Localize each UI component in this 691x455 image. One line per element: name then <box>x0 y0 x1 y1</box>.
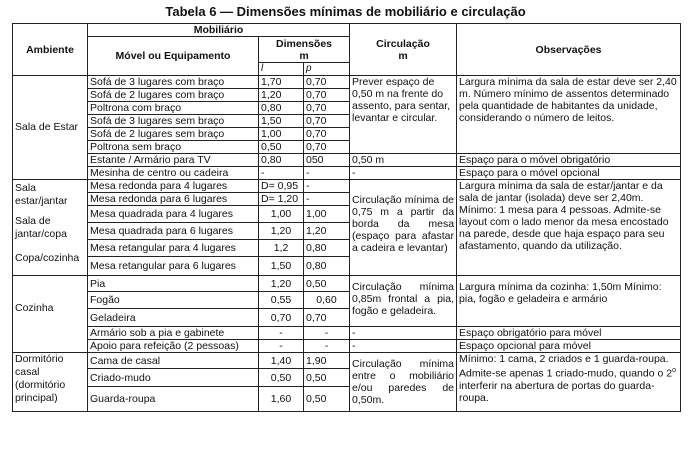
table-cell: Poltrona sem braço <box>88 141 259 154</box>
ambiente-sala-jantar: Sala estar/jantar Sala de jantar/copa Copa/cozinha <box>13 180 88 276</box>
circulacao-sala-jantar: Circulação mínima de 0,75 m a partir da borda da mesa (espaço para afastar a cadeira e levantar) <box>350 180 457 276</box>
header-mobiliario: Mobiliário <box>88 24 350 37</box>
table-cell: 1,20 <box>304 223 350 240</box>
table-cell: 0,50 m <box>350 154 457 167</box>
table-cell: 0,50 <box>259 141 304 154</box>
ambiente-cozinha: Cozinha <box>13 276 88 353</box>
table-cell: 0,80 <box>304 240 350 257</box>
table-cell: Apoio para refeição (2 pessoas) <box>88 340 259 353</box>
furniture-table <box>12 23 681 412</box>
table-cell: Pia <box>88 276 259 292</box>
table-cell: Mesa redonda para 6 lugares <box>88 193 259 206</box>
table-cell: 1,20 <box>259 223 304 240</box>
header-dimensoes: Dimensões m <box>259 37 350 63</box>
table-cell: 0,50 <box>304 387 350 412</box>
table-cell: 1,00 <box>304 206 350 223</box>
table-cell: 1,2 <box>259 240 304 257</box>
table-cell: - <box>304 340 350 353</box>
table-cell: Mesa quadrada para 4 lugares <box>88 206 259 223</box>
header-l: l <box>259 63 304 76</box>
header-ambiente: Ambiente <box>13 24 88 76</box>
table-cell: - <box>304 327 350 340</box>
table-cell: 1,50 <box>259 257 304 276</box>
table-cell: 0,55 <box>259 292 304 309</box>
table-cell: 1,70 <box>259 76 304 89</box>
table-title: Tabela 6 — Dimensões mínimas de mobiliário e circulação <box>165 4 526 19</box>
table-cell: 0,50 <box>259 369 304 387</box>
table-cell: Sofá de 3 lugares sem braço <box>88 115 259 128</box>
table-cell: - <box>350 340 457 353</box>
table-cell: 1,50 <box>259 115 304 128</box>
table-cell: 1,20 <box>259 276 304 292</box>
table-cell: 0,70 <box>304 141 350 154</box>
table-cell: - <box>304 167 350 180</box>
table-cell: - <box>259 327 304 340</box>
table-cell: 0,70 <box>304 89 350 102</box>
table-cell: 0,70 <box>304 76 350 89</box>
table-cell: Poltrona com braço <box>88 102 259 115</box>
table-cell: Cama de casal <box>88 353 259 369</box>
ambiente-sala-estar: Sala de Estar <box>13 76 88 180</box>
table-cell: Fogão <box>88 292 259 309</box>
table-cell: 0,50 <box>304 276 350 292</box>
table-cell: Mesa retangular para 4 lugares <box>88 240 259 257</box>
table-cell: 1,90 <box>304 353 350 369</box>
table-cell: 1,00 <box>259 206 304 223</box>
table-cell: 0,70 <box>259 309 304 327</box>
obs-sala-estar: Largura mínima da sala de estar deve ser 2,40 m. Número mínimo de assentos determinado pela quantidade de habitantes da unidade, considerando o número de leitos. <box>457 76 681 154</box>
table-cell: 0,70 <box>304 115 350 128</box>
table-cell: Espaço para o móvel opcional <box>457 167 681 180</box>
table-cell: D= 0,95 <box>259 180 304 193</box>
table-cell: Espaço para o móvel obrigatório <box>457 154 681 167</box>
table-cell: - <box>259 340 304 353</box>
table-cell: Criado-mudo <box>88 369 259 387</box>
table-cell: 050 <box>304 154 350 167</box>
header-observacoes: Observações <box>457 24 681 76</box>
table-cell: Geladeira <box>88 309 259 327</box>
table-cell: Estante / Armário para TV <box>88 154 259 167</box>
table-cell: 0,70 <box>304 102 350 115</box>
table-cell: Sofá de 2 lugares sem braço <box>88 128 259 141</box>
table-cell: 0,70 <box>304 309 350 327</box>
table-cell: Espaço opcional para móvel <box>457 340 681 353</box>
obs-cozinha: Largura mínima da cozinha: 1,50m Mínimo: pia, fogão e geladeira e armário <box>457 276 681 327</box>
table-cell: 0,70 <box>304 128 350 141</box>
table-cell: 0,80 <box>259 102 304 115</box>
table-cell: 0,50 <box>304 369 350 387</box>
header-p: p <box>304 63 350 76</box>
table-cell: - <box>304 193 350 206</box>
table-cell: Mesa retangular para 6 lugares <box>88 257 259 276</box>
table-cell: 1,20 <box>259 89 304 102</box>
table-cell: 0,80 <box>259 154 304 167</box>
table-cell: Sofá de 2 lugares com braço <box>88 89 259 102</box>
table-cell: 0,80 <box>304 257 350 276</box>
obs-dormitorio: Mínimo: 1 cama, 2 criados e 1 guarda-roupa. Admite-se apenas 1 criado-mudo, quando o 2$^o$ interferir na abertura de portas do guarda-roupa. <box>457 353 681 412</box>
table-cell: - <box>350 327 457 340</box>
table-cell: 1,00 <box>259 128 304 141</box>
table-cell: Espaço obrigatório para móvel <box>457 327 681 340</box>
obs-sala-jantar: Largura mínima da sala de estar/jantar e da sala de jantar (isolada) deve ser 2,40m. Mínimo: 1 mesa para 4 pessoas. Admite-se layout com o lado menor da mesa encostado na parede, desde que haja espaço para seu afastamento, quando da utilização. <box>457 180 681 276</box>
ambiente-dormitorio: Dormitório casal (dormitório principal) <box>13 353 88 412</box>
table-cell: - <box>304 180 350 193</box>
table-cell: Sofá de 3 lugares com braço <box>88 76 259 89</box>
circulacao-sala-estar: Prever espaço de 0,50 m na frente do assento, para sentar, levantar e circular. <box>350 76 457 154</box>
table-cell: 0,60 <box>304 292 350 309</box>
table-cell: D= 1,20 <box>259 193 304 206</box>
table-cell: Mesinha de centro ou cadeira <box>88 167 259 180</box>
table-cell: - <box>259 167 304 180</box>
table-cell: 1,60 <box>259 387 304 412</box>
table-cell: Guarda-roupa <box>88 387 259 412</box>
table-cell: Mesa quadrada para 6 lugares <box>88 223 259 240</box>
circulacao-dormitorio: Circulação mínima entre o mobiliário e/ou paredes de 0,50m. <box>350 353 457 412</box>
header-circulacao: Circulação m <box>350 24 457 76</box>
table-cell: - <box>350 167 457 180</box>
circulacao-cozinha: Circulação mínima 0,85m frontal a pia, fogão e geladeira. <box>350 276 457 327</box>
table-cell: 1,40 <box>259 353 304 369</box>
table-cell: Mesa redonda para 4 lugares <box>88 180 259 193</box>
header-movel: Móvel ou Equipamento <box>88 37 259 76</box>
table-cell: Armário sob a pia e gabinete <box>88 327 259 340</box>
